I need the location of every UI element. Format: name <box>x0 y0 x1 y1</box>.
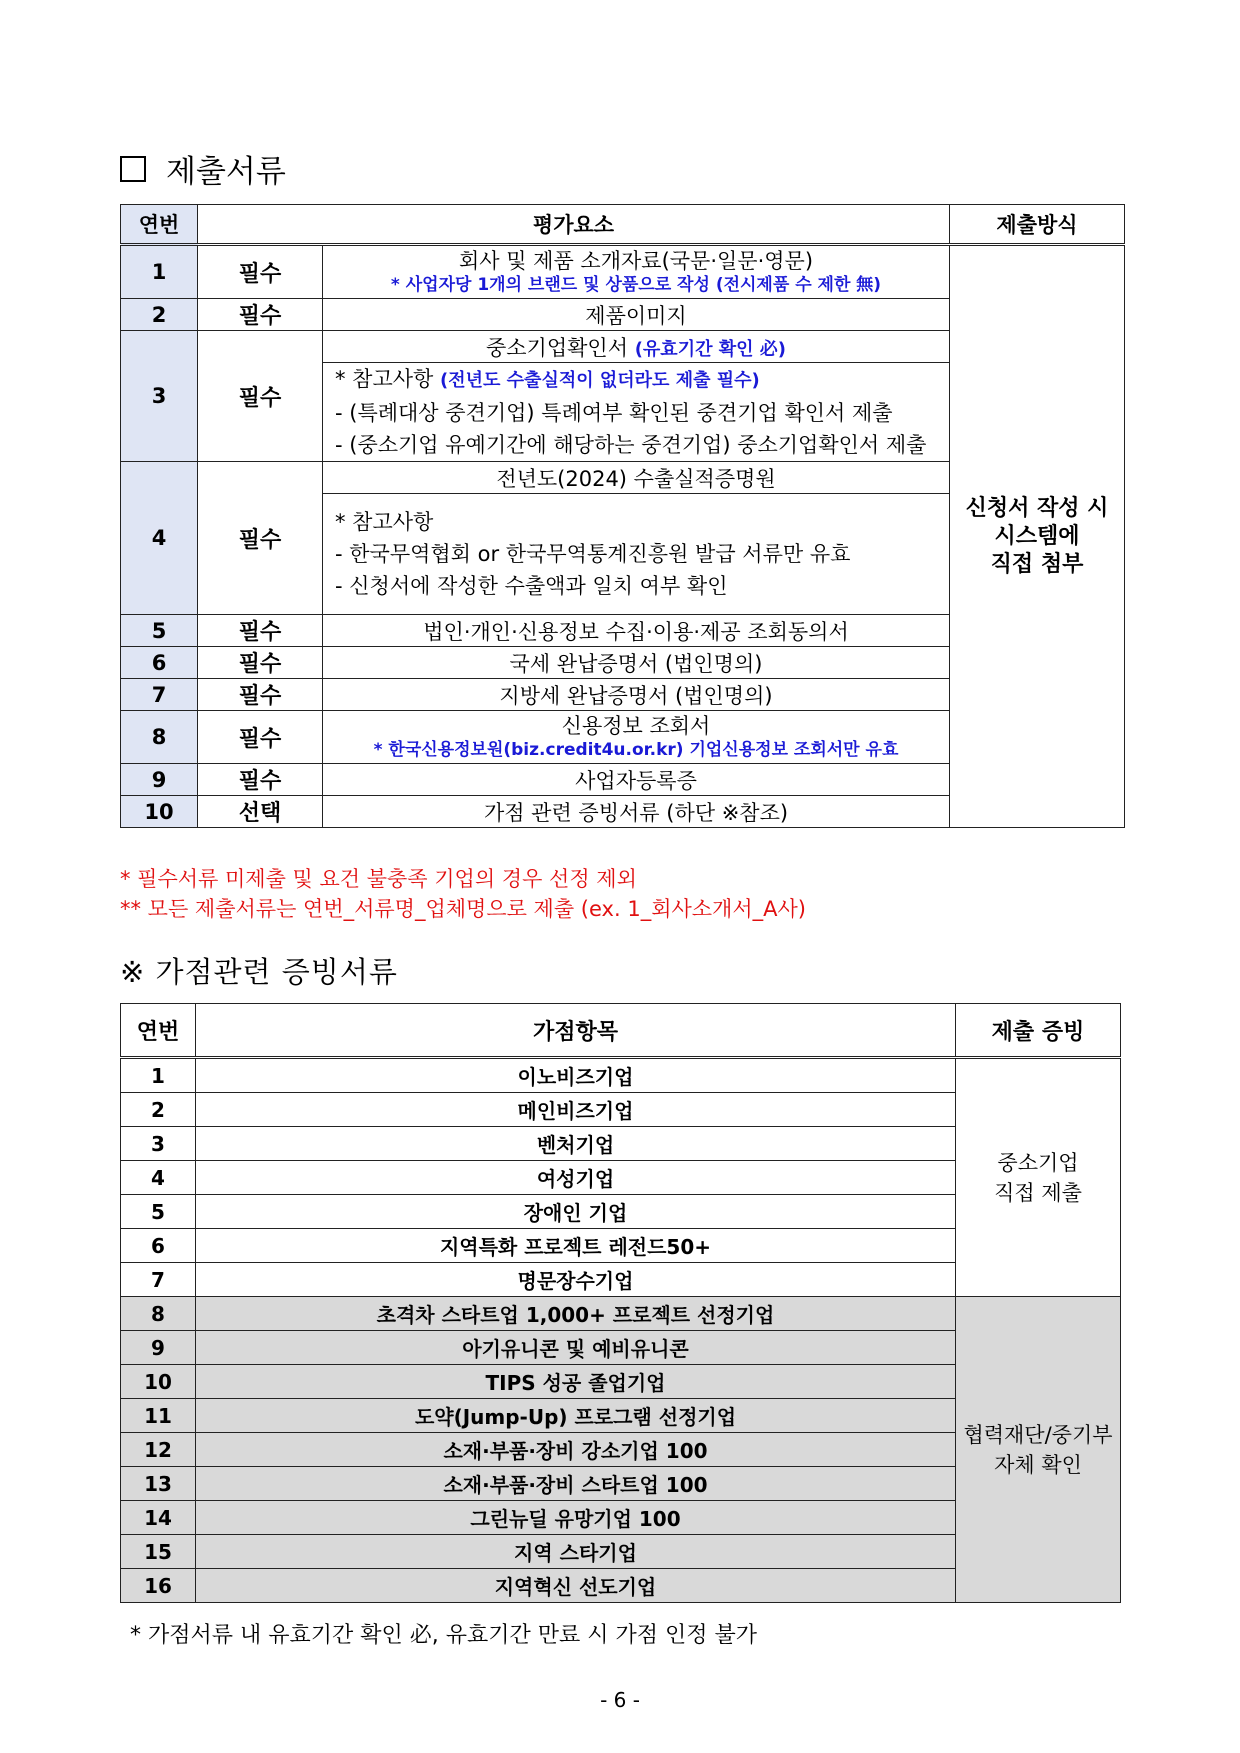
row-req: 필수 <box>198 462 323 615</box>
proof-line: 자체 확인 <box>994 1452 1082 1477</box>
doc-note: * 사업자당 1개의 브랜드 및 상품으로 작성 (전시제품 수 제한 無) <box>390 275 882 295</box>
section-title-bonus: ※ 가점관련 증빙서류 <box>120 955 398 989</box>
row-no: 3 <box>121 331 198 462</box>
ref-title: * 참고사항 <box>335 510 434 534</box>
ref-line: - 신청서에 작성한 수출액과 일치 여부 확인 <box>335 574 728 598</box>
proof-line: 중소기업 <box>997 1150 1079 1175</box>
row-doc <box>323 711 950 764</box>
row-no: 16 <box>121 1569 196 1603</box>
checkbox-icon <box>120 156 146 182</box>
row-item: 명문장수기업 <box>196 1263 956 1297</box>
row-item: 지역특화 프로젝트 레전드50+ <box>196 1229 956 1263</box>
row-no: 12 <box>121 1433 196 1467</box>
doc-note: * 한국신용정보원(biz.credit4u.or.kr) 기업신용정보 조회서만 유효 <box>373 740 899 760</box>
row-no: 1 <box>121 1058 196 1093</box>
ref-line: - (중소기업 유예기간에 해당하는 중견기업) 중소기업확인서 제출 <box>335 433 927 457</box>
row-no: 8 <box>121 711 198 764</box>
proof-group-internal <box>956 1297 1121 1603</box>
ref-line: - 한국무역협회 or 한국무역통계진흥원 발급 서류만 유효 <box>335 542 851 566</box>
bonus-documents-table <box>120 1003 1121 1603</box>
page-number: - 6 - <box>600 1688 640 1712</box>
section-title-documents <box>120 146 286 191</box>
row-no: 13 <box>121 1467 196 1501</box>
row-no: 5 <box>121 615 198 647</box>
row-req: 필수 <box>198 711 323 764</box>
method-line: 시스템에 <box>994 523 1080 549</box>
proof-line: 협력재단/중기부 <box>963 1422 1113 1447</box>
row-req: 필수 <box>198 647 323 679</box>
table-header-row <box>121 1004 1121 1058</box>
row-doc: 사업자등록증 <box>323 764 950 796</box>
ref-title: * 참고사항 <box>335 367 434 391</box>
header-no: 연번 <box>121 205 198 245</box>
row-no: 4 <box>121 1161 196 1195</box>
row-item: 메인비즈기업 <box>196 1093 956 1127</box>
ref-note: (전년도 수출실적이 없더라도 제출 필수) <box>440 370 760 391</box>
row-no: 4 <box>121 462 198 615</box>
row-no: 10 <box>121 796 198 828</box>
header-no: 연번 <box>121 1004 196 1058</box>
row-item: 여성기업 <box>196 1161 956 1195</box>
warning-note: * 필수서류 미제출 및 요건 불충족 기업의 경우 선정 제외 <box>120 867 637 891</box>
row-no: 15 <box>121 1535 196 1569</box>
table-header-row <box>121 205 1125 245</box>
proof-line: 직접 제출 <box>994 1180 1082 1205</box>
table-row <box>121 1297 1121 1331</box>
row-ref <box>323 363 950 462</box>
row-no: 7 <box>121 679 198 711</box>
row-no: 6 <box>121 647 198 679</box>
header-item: 가점항목 <box>196 1004 956 1058</box>
doc-note: (유효기간 확인 必) <box>634 338 787 360</box>
doc-title: 신용정보 조회서 <box>561 714 711 738</box>
method-line: 직접 첨부 <box>990 551 1084 577</box>
row-req: 필수 <box>198 679 323 711</box>
row-req: 필수 <box>198 299 323 331</box>
row-item: 도약(Jump-Up) 프로그램 선정기업 <box>196 1399 956 1433</box>
row-no: 5 <box>121 1195 196 1229</box>
row-item: 초격차 스타트업 1,000+ 프로젝트 선정기업 <box>196 1297 956 1331</box>
row-req: 필수 <box>198 331 323 462</box>
row-item: 그린뉴딜 유망기업 100 <box>196 1501 956 1535</box>
row-item: 벤처기업 <box>196 1127 956 1161</box>
row-req: 필수 <box>198 764 323 796</box>
row-item: TIPS 성공 졸업기업 <box>196 1365 956 1399</box>
row-item: 아기유니콘 및 예비유니콘 <box>196 1331 956 1365</box>
proof-group-direct <box>956 1058 1121 1297</box>
row-ref <box>323 494 950 615</box>
row-no: 10 <box>121 1365 196 1399</box>
ref-line: - (특례대상 중견기업) 특례여부 확인된 중견기업 확인서 제출 <box>335 401 893 425</box>
row-no: 3 <box>121 1127 196 1161</box>
row-doc: 지방세 완납증명서 (법인명의) <box>323 679 950 711</box>
row-doc: 법인·개인·신용정보 수집·이용·제공 조회동의서 <box>323 615 950 647</box>
table-row <box>121 1058 1121 1093</box>
row-no: 9 <box>121 1331 196 1365</box>
row-item: 지역혁신 선도기업 <box>196 1569 956 1603</box>
submission-method <box>950 245 1125 828</box>
row-no: 11 <box>121 1399 196 1433</box>
row-item: 지역 스타기업 <box>196 1535 956 1569</box>
row-no: 6 <box>121 1229 196 1263</box>
doc-title: 중소기업확인서 <box>485 335 628 360</box>
row-doc: 가점 관련 증빙서류 (하단 ※참조) <box>323 796 950 828</box>
warning-note: ** 모든 제출서류는 연번_서류명_업체명으로 제출 (ex. 1_회사소개서_A사) <box>120 897 806 921</box>
warning-notes <box>120 864 806 924</box>
row-req: 필수 <box>198 615 323 647</box>
method-line: 신청서 작성 시 <box>965 495 1109 521</box>
bonus-validity-note: * 가점서류 내 유효기간 확인 必, 유효기간 만료 시 가점 인정 불가 <box>130 1623 757 1648</box>
row-no: 2 <box>121 1093 196 1127</box>
row-doc <box>323 245 950 299</box>
row-no: 8 <box>121 1297 196 1331</box>
row-no: 1 <box>121 245 198 299</box>
row-item: 소재·부품·장비 스타트업 100 <box>196 1467 956 1501</box>
header-proof: 제출 증빙 <box>956 1004 1121 1058</box>
header-element: 평가요소 <box>198 205 950 245</box>
row-item: 소재·부품·장비 강소기업 100 <box>196 1433 956 1467</box>
row-doc: 국세 완납증명서 (법인명의) <box>323 647 950 679</box>
required-documents-table <box>120 204 1125 828</box>
row-no: 7 <box>121 1263 196 1297</box>
row-no: 14 <box>121 1501 196 1535</box>
table-row <box>121 245 1125 299</box>
row-doc: 전년도(2024) 수출실적증명원 <box>323 462 950 494</box>
section-title-text: 제출서류 <box>166 154 286 190</box>
row-req: 필수 <box>198 245 323 299</box>
row-no: 2 <box>121 299 198 331</box>
row-doc <box>323 331 950 363</box>
row-doc: 제품이미지 <box>323 299 950 331</box>
doc-title: 회사 및 제품 소개자료(국문·일문·영문) <box>458 249 814 273</box>
row-req: 선택 <box>198 796 323 828</box>
header-method: 제출방식 <box>950 205 1125 245</box>
row-no: 9 <box>121 764 198 796</box>
row-item: 장애인 기업 <box>196 1195 956 1229</box>
row-item: 이노비즈기업 <box>196 1058 956 1093</box>
